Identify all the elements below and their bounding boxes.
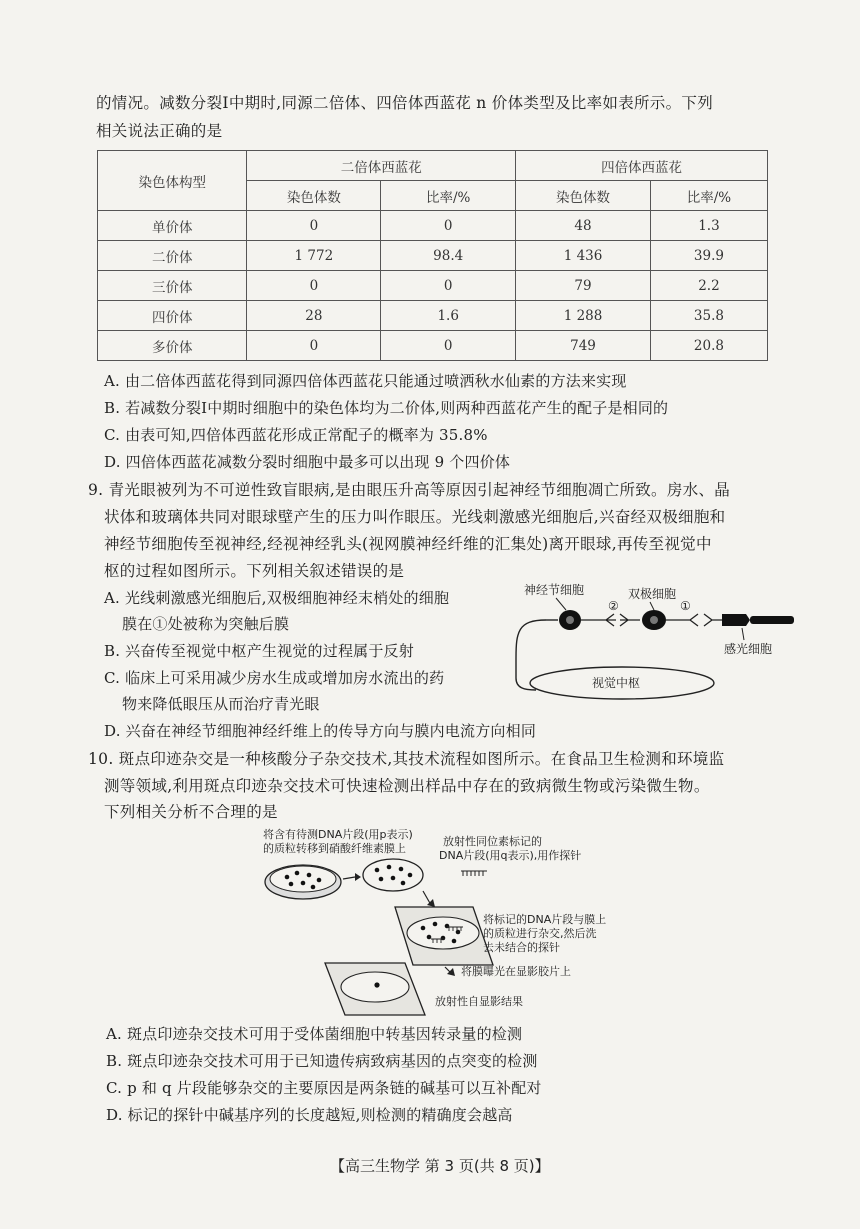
table-cell: 1 772 (247, 241, 381, 271)
row-label: 四价体 (98, 301, 247, 331)
page-footer: 【高三生物学 第 3 页(共 8 页)】 (330, 1157, 550, 1175)
table-subheader: 染色体数 (247, 181, 381, 211)
q10-option-b[interactable]: B. 斑点印迹杂交技术可用于已知遗传病致病基因的点突变的检测 (106, 1052, 538, 1070)
table-cell: 749 (516, 331, 651, 361)
q10-stem-line-3: 下列相关分析不合理的是 (104, 803, 278, 821)
table-subheader: 染色体数 (516, 181, 651, 211)
label-exposure: 将膜曝光在显影胶片上 (461, 965, 571, 978)
q9-option-c-cont: 物来降低眼压从而治疗青光眼 (122, 695, 320, 713)
table-cell: 28 (247, 301, 381, 331)
dot-blot-diagram (255, 825, 655, 1020)
table-cell: 1 288 (516, 301, 651, 331)
table-cell: 1 436 (516, 241, 651, 271)
label-autoradiography: 放射性自显影结果 (435, 995, 523, 1008)
q10-option-c[interactable]: C. p 和 q 片段能够杂交的主要原因是两条链的碱基可以互补配对 (106, 1079, 542, 1097)
q10-option-a[interactable]: A. 斑点印迹杂交技术可用于受体菌细胞中转基因转录量的检测 (106, 1025, 523, 1043)
q9-stem-line-3: 神经节细胞传至视神经,经视神经乳头(视网膜神经纤维的汇集处)离开眼球,再传至视觉中 (104, 535, 712, 553)
table-row (98, 331, 768, 361)
q10-stem-line-2: 测等领域,利用斑点印迹杂交技术可快速检测出样品中存在的致病微生物或污染微生物。 (104, 777, 710, 795)
table-group-tetraploid: 四倍体西蓝花 (516, 151, 768, 181)
q8-option-b[interactable]: B. 若减数分裂Ⅰ中期时细胞中的染色体均为二价体,则两种西蓝花产生的配子是相同的 (104, 399, 669, 417)
table-cell: 98.4 (381, 241, 516, 271)
q8-option-a[interactable]: A. 由二倍体西蓝花得到同源四倍体西蓝花只能通过喷洒秋水仙素的方法来实现 (104, 372, 627, 390)
label-hybridize-line1: 将标记的DNA片段与膜上 (483, 913, 607, 926)
table-corner-header: 染色体构型 (98, 151, 247, 211)
label-probe-line1: 放射性同位素标记的 (443, 835, 542, 848)
table-cell: 0 (381, 271, 516, 301)
table-cell: 48 (516, 211, 651, 241)
nitrocellulose-membrane (363, 859, 423, 891)
table-cell: 79 (516, 271, 651, 301)
row-label: 二价体 (98, 241, 247, 271)
table-cell: 0 (381, 211, 516, 241)
label-step1-line2: 的质粒转移到硝酸纤维素膜上 (263, 842, 406, 855)
label-bipolar-cell: 双极细胞 (628, 587, 677, 601)
label-synapse-2: ② (608, 599, 619, 613)
table-cell: 1.6 (381, 301, 516, 331)
table-row (98, 301, 768, 331)
row-label: 多价体 (98, 331, 247, 361)
table-cell: 2.2 (650, 271, 767, 301)
q8-option-d[interactable]: D. 四倍体西蓝花减数分裂时细胞中最多可以出现 9 个四价体 (104, 453, 511, 471)
table-cell: 0 (381, 331, 516, 361)
q9-option-a[interactable]: A. 光线刺激感光细胞后,双极细胞神经末梢处的细胞 (104, 589, 450, 607)
table-subheader: 比率/% (381, 181, 516, 211)
label-step1-line1: 将含有待测DNA片段(用p表示) (263, 828, 413, 841)
table-cell: 35.8 (650, 301, 767, 331)
label-hybridize-line2: 的质粒进行杂交,然后洗 (483, 927, 597, 940)
q9-stem-line-2: 状体和玻璃体共同对眼球壁产生的压力叫作眼压。光线刺激感光细胞后,兴奋经双极细胞和 (104, 508, 726, 526)
chromosome-table (97, 150, 768, 361)
table-row (98, 211, 768, 241)
q10-stem-line-1: 10. 斑点印迹杂交是一种核酸分子杂交技术,其技术流程如图所示。在食品卫生检测和环境监 (88, 750, 725, 768)
q8-option-c[interactable]: C. 由表可知,四倍体西蓝花形成正常配子的概率为 35.8% (104, 426, 488, 444)
table-cell: 0 (247, 211, 381, 241)
row-label: 三价体 (98, 271, 247, 301)
q9-option-b[interactable]: B. 兴奋传至视觉中枢产生视觉的过程属于反射 (104, 642, 414, 660)
label-probe-line2: DNA片段(用q表示),用作探针 (439, 849, 582, 862)
retina-pathway-diagram (510, 578, 800, 708)
q9-stem-line-4: 枢的过程如图所示。下列相关叙述错误的是 (104, 562, 405, 580)
label-hybridize-line3: 去未结合的探针 (483, 941, 560, 954)
table-subheader: 比率/% (650, 181, 767, 211)
table-group-diploid: 二倍体西蓝花 (247, 151, 516, 181)
table-row (98, 271, 768, 301)
table-cell: 0 (247, 271, 381, 301)
intro-line-2: 相关说法正确的是 (96, 122, 223, 140)
intro-line-1: 的情况。减数分裂Ⅰ中期时,同源二倍体、四倍体西蓝花 n 价体类型及比率如表所示。下列 (96, 94, 713, 112)
q9-option-d[interactable]: D. 兴奋在神经节细胞神经纤维上的传导方向与膜内电流方向相同 (104, 722, 537, 740)
label-photoreceptor: 感光细胞 (724, 642, 773, 656)
table-header-row (98, 151, 768, 181)
row-label: 单价体 (98, 211, 247, 241)
table-row (98, 241, 768, 271)
label-ganglion-cell: 神经节细胞 (524, 583, 585, 597)
q10-option-d[interactable]: D. 标记的探针中碱基序列的长度越短,则检测的精确度会越高 (106, 1106, 513, 1124)
table-cell: 0 (247, 331, 381, 361)
label-synapse-1: ① (680, 599, 691, 613)
table-cell: 20.8 (650, 331, 767, 361)
q9-option-a-cont: 膜在①处被称为突触后膜 (122, 615, 290, 633)
q9-option-c[interactable]: C. 临床上可采用减少房水生成或增加房水流出的药 (104, 669, 445, 687)
table-cell: 39.9 (650, 241, 767, 271)
table-cell: 1.3 (650, 211, 767, 241)
label-visual-center: 视觉中枢 (592, 676, 641, 690)
q9-stem-line-1: 9. 青光眼被列为不可逆性致盲眼病,是由眼压升高等原因引起神经节细胞凋亡所致。房水、晶 (88, 481, 731, 499)
